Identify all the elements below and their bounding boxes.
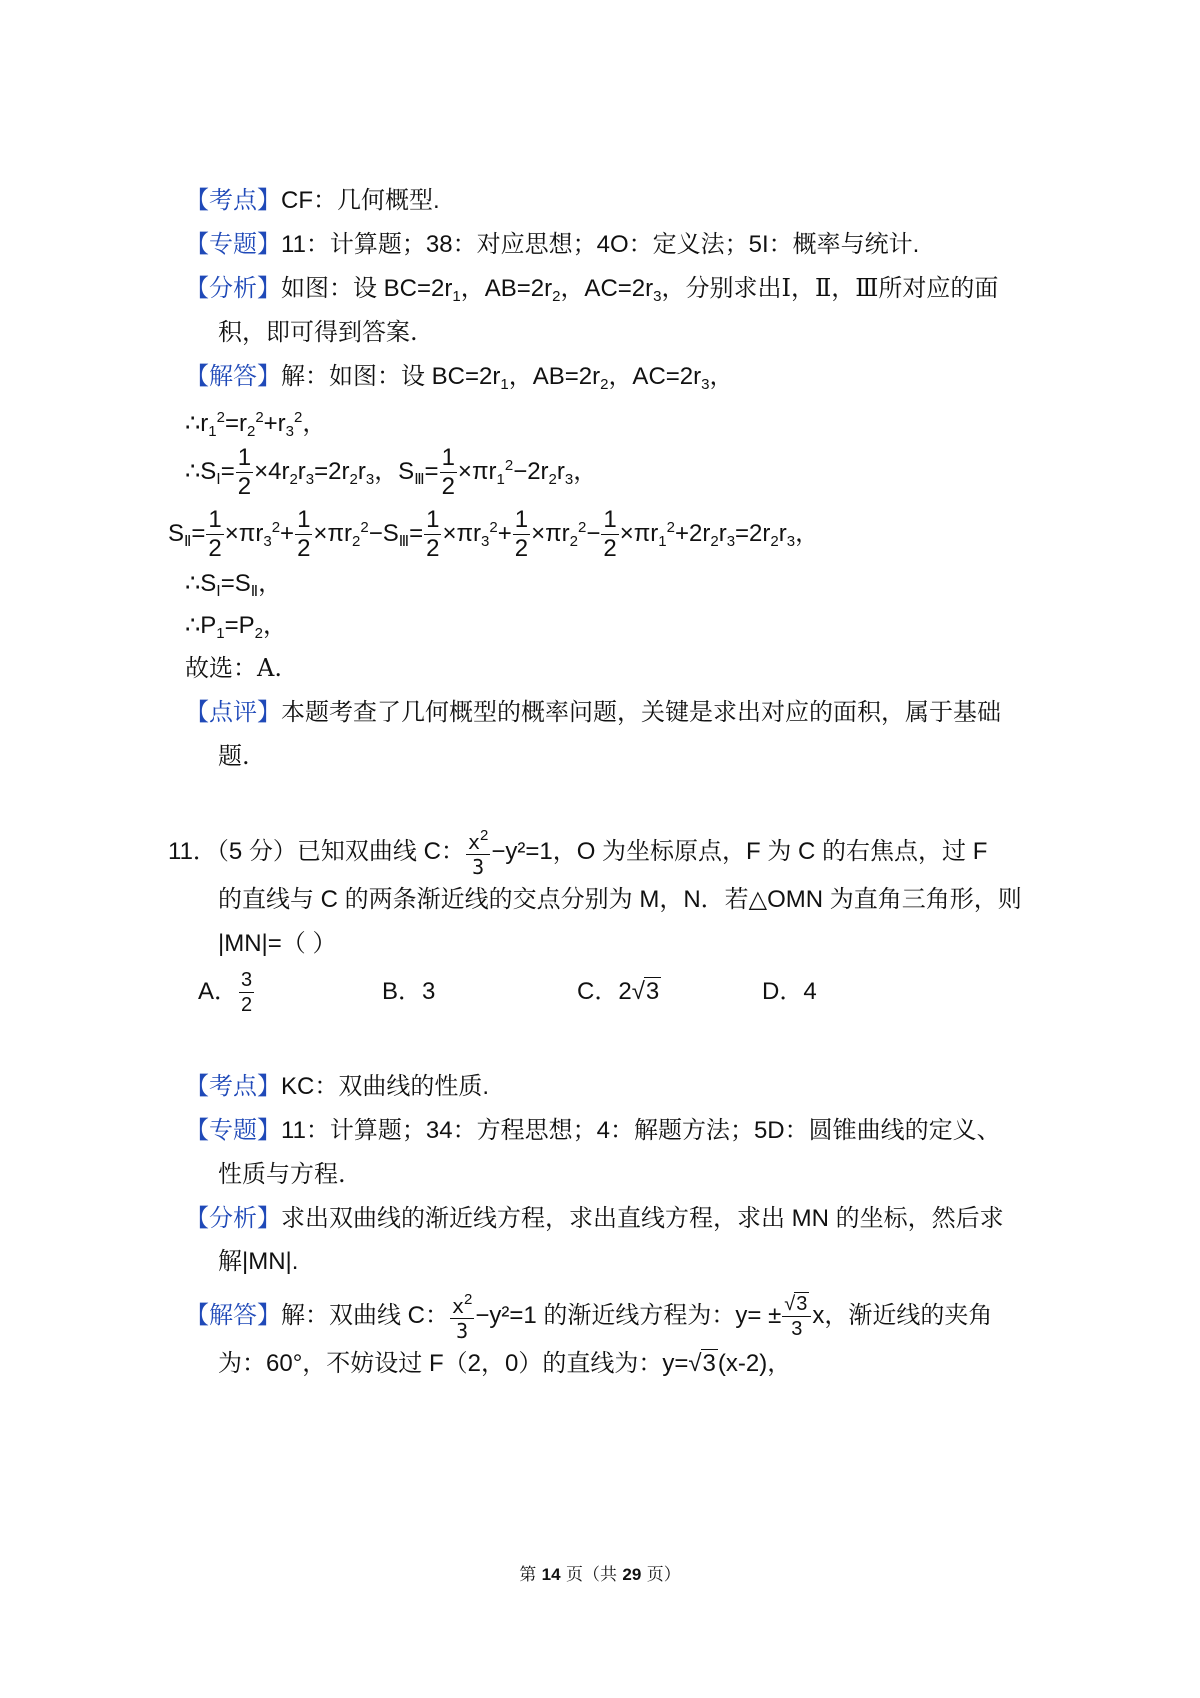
q11-fenxi-cont: 解|MN|. xyxy=(218,1248,299,1275)
q10-kaodian: 【考点】CF：几何概型. xyxy=(185,186,440,214)
q11-stem-2: 的直线与 C 的两条渐近线的交点分别为 M，N．若△OMN 为直角三角形，则 xyxy=(218,886,1022,913)
q11-zhuanti: 【专题】11：计算题；34：方程思想；4：解题方法；5D：圆锥曲线的定义、 xyxy=(185,1116,1001,1144)
q10-eq4: $\therefore S_Ⅰ=S_Ⅱ$， xyxy=(185,570,283,600)
q11-zhuanti-cont: 性质与方程. xyxy=(218,1160,346,1188)
q10-eq5: $\therefore P_1=P_2$， xyxy=(185,612,287,642)
q10-eq1: $\therefore r_1^2=r_2^2+r_3^2$， xyxy=(185,409,327,440)
q11-option-d: D．4 xyxy=(762,978,817,1005)
q11-jieda: 【解答】解：双曲线 C： $\frac{x^2}{3}$ −y²=1 的渐近线方程为：y= ± $\frac{√3}{3}$ x，渐近线的夹角 xyxy=(185,1291,993,1343)
q10-fenxi-cont: 积，即可得到答案. xyxy=(218,318,418,346)
q10-eq2: $\therefore S_Ⅰ=$ $\frac{1}{2}$ $\times 4r_2r_3=2r_2r_3$，$S_Ⅲ=$ $\frac{1}{2}$ $\times\pi r_1^2-2r_2r_3$， xyxy=(185,444,598,500)
q10-sel: 故选：A. xyxy=(185,654,282,682)
q11-jieda-cont: 为：60°，不妨设过 F（2，0）的直线为：y=√3(x-2)， xyxy=(218,1350,792,1377)
q10-jieda: 【解答】解：如图：设 $BC=2r_1$，$AB=2r_2$，$AC=2r_3$， xyxy=(185,362,734,393)
q11-stem-3: |MN|=（ ） xyxy=(218,930,337,957)
q10-dianping: 【点评】本题考查了几何概型的概率问题，关键是求出对应的面积，属于基础 xyxy=(185,698,1001,726)
q10-zhuanti: 【专题】11：计算题；38：对应思想；4O：定义法；5I：概率与统计. xyxy=(185,230,920,258)
q11-stem: 11．（5 分）已知双曲线 C： $\frac{x^2}{3}$ −y²=1，O 为坐标原点，F 为 C 的右焦点，过 F xyxy=(168,827,988,879)
page-footer: 第 14 页（共 29 页） xyxy=(519,1565,681,1585)
q10-eq3: $S_Ⅱ=$ $\frac{1}{2}$ $\times\pi r_3^2+$ $\frac{1}{2}$ $\times\pi r_2^2-S_Ⅲ=$ $\frac{1}{2}$ $\times\pi r_3^2+$ $\frac{1}{2}$ $\times\pi r_2^2-$ $\frac{1}{2}$ $\times\pi r_1^2+2r_2r_3=2r_2r_3$， xyxy=(168,506,820,562)
q11-option-a: A． $\frac{3}{2}$ xyxy=(198,969,253,1016)
q11-kaodian: 【考点】KC：双曲线的性质. xyxy=(185,1072,490,1100)
q11-option-c: C．2√3 xyxy=(577,978,660,1005)
q10-fenxi: 【分析】如图：设 $BC=2r_1$，$AB=2r_2$，$AC=2r_3$，分别求出Ⅰ，Ⅱ，Ⅲ所对应的面 xyxy=(185,274,999,305)
q11-fenxi: 【分析】求出双曲线的渐近线方程，求出直线方程，求出 MN 的坐标，然后求 xyxy=(185,1204,1004,1232)
q10-dianping-cont: 题. xyxy=(218,742,250,770)
q11-option-b: B．3 xyxy=(382,978,436,1005)
